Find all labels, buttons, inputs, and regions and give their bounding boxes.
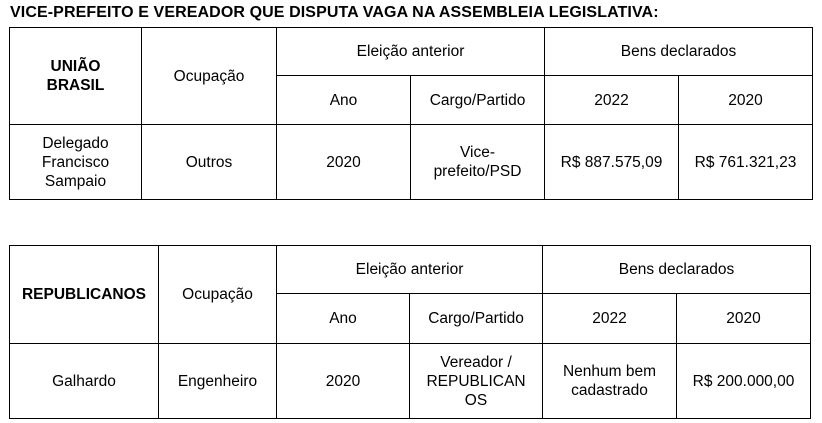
office-line: Vice- (459, 144, 496, 161)
assets-year-header: 2020 (679, 76, 813, 125)
candidate-name (10, 125, 142, 200)
page-title: VICE-PREFEITO E VEREADOR QUE DISPUTA VAGA NA ASSEMBLEIA LEGISLATIVA: (10, 4, 659, 21)
assets-line: Nenhum bem (562, 363, 657, 380)
candidate-name-line: Sampaio (44, 172, 107, 190)
assets-year-header: 2022 (545, 76, 679, 125)
occupation-header: Ocupação (142, 28, 277, 125)
previous-office-party (410, 344, 543, 419)
occupation-header: Ocupação (159, 246, 277, 344)
previous-election-header: Eleição anterior (277, 246, 543, 294)
candidates-table-uniao-brasil (9, 27, 813, 200)
office-line: Vereador / (440, 353, 512, 371)
table-row (10, 344, 811, 419)
office-line: OS (464, 391, 488, 409)
candidate-occupation: Engenheiro (159, 344, 277, 419)
table-row (10, 125, 813, 200)
candidates-table-republicanos (9, 245, 811, 419)
office-party-header: Cargo/Partido (410, 294, 543, 344)
candidate-name-line: Francisco (41, 153, 110, 171)
previous-election-year: 2020 (277, 344, 410, 419)
assets-year-header: 2022 (543, 294, 677, 344)
assets-line: cadastrado (571, 382, 648, 399)
party-name-line: UNIÃO (50, 58, 101, 75)
assets-year-header: 2020 (677, 294, 811, 344)
candidate-name-line: Delegado (42, 134, 109, 152)
assets-header: Bens declarados (545, 28, 813, 76)
previous-election-year: 2020 (277, 125, 411, 200)
candidate-name: Galhardo (10, 344, 159, 419)
previous-office-party (411, 125, 545, 200)
assets-header: Bens declarados (543, 246, 811, 294)
previous-election-header: Eleição anterior (277, 28, 545, 76)
assets-2022: R$ 887.575,09 (545, 125, 679, 200)
party-header: REPUBLICANOS (10, 246, 159, 344)
year-header: Ano (277, 76, 411, 125)
party-header (10, 28, 142, 125)
assets-2020: R$ 761.321,23 (679, 125, 813, 200)
office-line: prefeito/PSD (433, 163, 522, 180)
candidate-occupation: Outros (142, 125, 277, 200)
party-name-line: BRASIL (46, 77, 105, 94)
year-header: Ano (277, 294, 410, 344)
assets-2020: R$ 200.000,00 (677, 344, 811, 419)
office-line: REPUBLICAN (426, 372, 526, 390)
assets-2022 (543, 344, 677, 419)
office-party-header: Cargo/Partido (411, 76, 545, 125)
